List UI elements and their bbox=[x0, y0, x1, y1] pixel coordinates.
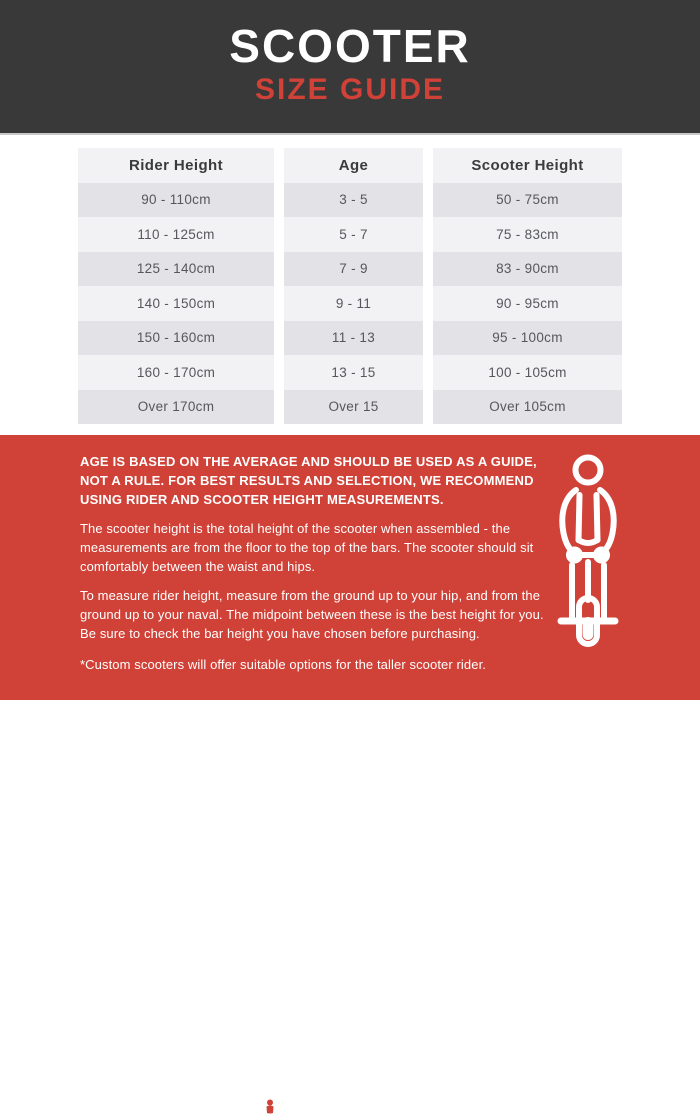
table-cell: 5 - 7 bbox=[284, 217, 423, 252]
table-cell: 83 - 90cm bbox=[433, 252, 622, 287]
size-table-column-scooter-height bbox=[433, 148, 622, 424]
info-paragraph-rider-height: To measure rider height, measure from the ground up to your hip, and from the ground up to your naval. The midpoint between these is the best height for you. Be sure to check the bar height you have chosen before purchasing. bbox=[80, 588, 544, 641]
table-cell: 3 - 5 bbox=[284, 183, 423, 218]
table-cell: Over 15 bbox=[284, 390, 423, 425]
table-cell: 150 - 160cm bbox=[78, 321, 274, 356]
registered-trademark: ® bbox=[437, 1087, 445, 1097]
brand-name: SKATEHUT bbox=[304, 1085, 428, 1116]
page-title: SCOOTER bbox=[229, 20, 471, 72]
table-cell: 110 - 125cm bbox=[78, 217, 274, 252]
table-cell: 90 - 110cm bbox=[78, 183, 274, 218]
table-cell: 75 - 83cm bbox=[433, 217, 622, 252]
info-paragraph-scooter-height: The scooter height is the total height of the scooter when assembled - the measurements are from the floor to the top of the bars. The scooter should sit comfortably between the waist and hips. bbox=[80, 521, 534, 574]
brand-logo bbox=[0, 1083, 700, 1119]
size-table bbox=[78, 148, 622, 424]
size-table-column-rider-height bbox=[78, 148, 274, 424]
info-text-block bbox=[80, 452, 550, 684]
table-cell: 125 - 140cm bbox=[78, 252, 274, 287]
table-cell: 95 - 100cm bbox=[433, 321, 622, 356]
info-footnote: *Custom scooters will offer suitable options for the taller scooter rider. bbox=[80, 657, 487, 672]
table-cell: 9 - 11 bbox=[284, 286, 423, 321]
table-cell: 140 - 150cm bbox=[78, 286, 274, 321]
info-section bbox=[0, 435, 700, 1116]
column-header: Age bbox=[284, 148, 423, 183]
title-banner bbox=[0, 0, 700, 135]
page-subtitle: SIZE GUIDE bbox=[254, 73, 446, 106]
table-cell: 7 - 9 bbox=[284, 252, 423, 287]
table-cell: Over 105cm bbox=[433, 390, 622, 425]
table-cell: Over 170cm bbox=[78, 390, 274, 425]
column-header: Rider Height bbox=[78, 148, 274, 183]
table-cell: 50 - 75cm bbox=[433, 183, 622, 218]
table-cell: 13 - 15 bbox=[284, 355, 423, 390]
column-header: Scooter Height bbox=[433, 148, 622, 183]
size-table-column-age bbox=[284, 148, 423, 424]
table-cell: 11 - 13 bbox=[284, 321, 423, 356]
skatehut-hut-icon bbox=[255, 1087, 285, 1115]
scooter-rider-icon bbox=[548, 451, 638, 656]
table-cell: 160 - 170cm bbox=[78, 355, 274, 390]
table-cell: 100 - 105cm bbox=[433, 355, 622, 390]
table-cell: 90 - 95cm bbox=[433, 286, 622, 321]
info-heading: AGE IS BASED ON THE AVERAGE AND SHOULD BE USED AS A GUIDE, NOT A RULE. FOR BEST RESULTS AND SELECTION, WE RECOMMEND USING RIDER AND SCOOTER HEIGHT MEASUREMENTS. bbox=[80, 454, 537, 507]
